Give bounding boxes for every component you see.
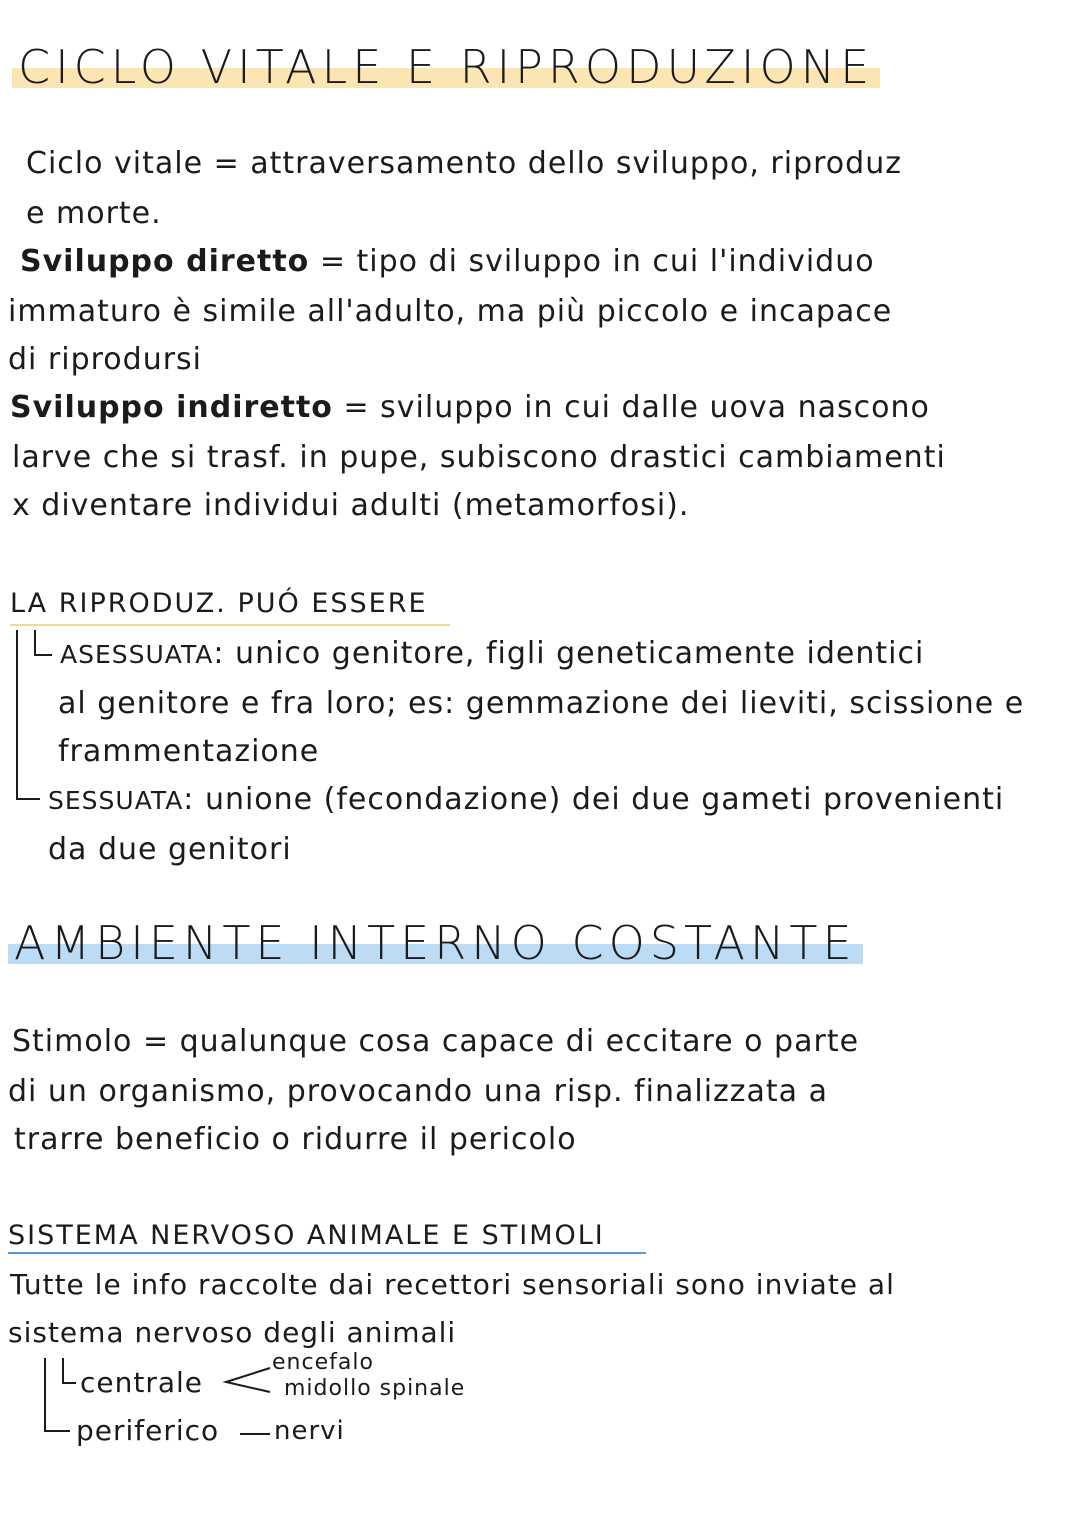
subheading-underline bbox=[8, 1252, 646, 1254]
term: Sviluppo diretto bbox=[20, 244, 310, 279]
text: : unico genitore, figli geneticamente identici bbox=[213, 636, 925, 671]
sistema-nervi: nervi bbox=[274, 1416, 345, 1446]
branch-fork-icon bbox=[222, 1362, 272, 1402]
tree-tick bbox=[44, 1430, 70, 1432]
text-line: immaturo è simile all'adulto, ma più piccolo e incapace bbox=[8, 294, 893, 329]
text-line: di un organismo, provocando una risp. finalizzata a bbox=[8, 1074, 828, 1109]
text-line: larve che si trasf. in pupe, subiscono drastici cambiamenti bbox=[12, 440, 946, 475]
text: : unione (fecondazione) dei due gameti provenienti bbox=[183, 782, 1005, 817]
bracket-tick bbox=[16, 798, 40, 800]
bracket-outer bbox=[16, 630, 18, 798]
section-title-ambiente-interno: AMBIENTE INTERNO COSTANTE bbox=[14, 920, 857, 966]
definition-sviluppo-indiretto bbox=[10, 390, 930, 425]
label: SESSUATA bbox=[48, 786, 184, 815]
definition: = sviluppo in cui dalle uova nascono bbox=[343, 390, 930, 425]
text-line: sistema nervoso degli animali bbox=[8, 1316, 457, 1349]
text-line: al genitore e fra loro; es: gemmazione dei lieviti, scissione e bbox=[58, 686, 1025, 721]
text-line: da due genitori bbox=[48, 832, 292, 867]
sistema-midollo: midollo spinale bbox=[284, 1376, 466, 1401]
sistema-encefalo: encefalo bbox=[272, 1350, 374, 1375]
term: Sviluppo indiretto bbox=[10, 390, 333, 425]
tree-bracket-inner bbox=[62, 1358, 64, 1382]
subheading-riproduzione: LA RIPRODUZ. PUÓ ESSERE bbox=[10, 588, 428, 619]
riproduzione-asessuata bbox=[60, 636, 924, 671]
text-line: di riprodursi bbox=[8, 342, 203, 377]
label: ASESSUATA bbox=[60, 640, 214, 669]
section-title-ciclo-vitale: CICLO VITALE E RIPRODUZIONE bbox=[18, 44, 874, 90]
tree-tick bbox=[62, 1382, 76, 1384]
sistema-periferico: periferico bbox=[76, 1414, 220, 1447]
sistema-centrale: centrale bbox=[80, 1366, 204, 1399]
text-line: Ciclo vitale = attraversamento dello sviluppo, riproduz bbox=[26, 146, 902, 181]
branch-dash bbox=[240, 1433, 270, 1435]
text-line: Tutte le info raccolte dai recettori sensoriali sono inviate al bbox=[10, 1268, 895, 1301]
subheading-underline bbox=[10, 624, 450, 626]
text-line: trarre beneficio o ridurre il pericolo bbox=[14, 1122, 577, 1157]
text-line: Stimolo = qualunque cosa capace di eccitare o parte bbox=[12, 1024, 860, 1059]
bracket-inner bbox=[34, 630, 36, 654]
text-line: x diventare individui adulti (metamorfosi). bbox=[12, 488, 690, 523]
bracket-tick bbox=[34, 654, 52, 656]
riproduzione-sessuata bbox=[48, 782, 1004, 817]
subheading-sistema-nervoso: SISTEMA NERVOSO ANIMALE E STIMOLI bbox=[8, 1220, 605, 1251]
text-line: e morte. bbox=[26, 196, 162, 231]
text-line: frammentazione bbox=[58, 734, 320, 769]
definition-sviluppo-diretto bbox=[20, 244, 875, 279]
definition: = tipo di sviluppo in cui l'individuo bbox=[319, 244, 875, 279]
tree-bracket-outer bbox=[44, 1358, 46, 1430]
